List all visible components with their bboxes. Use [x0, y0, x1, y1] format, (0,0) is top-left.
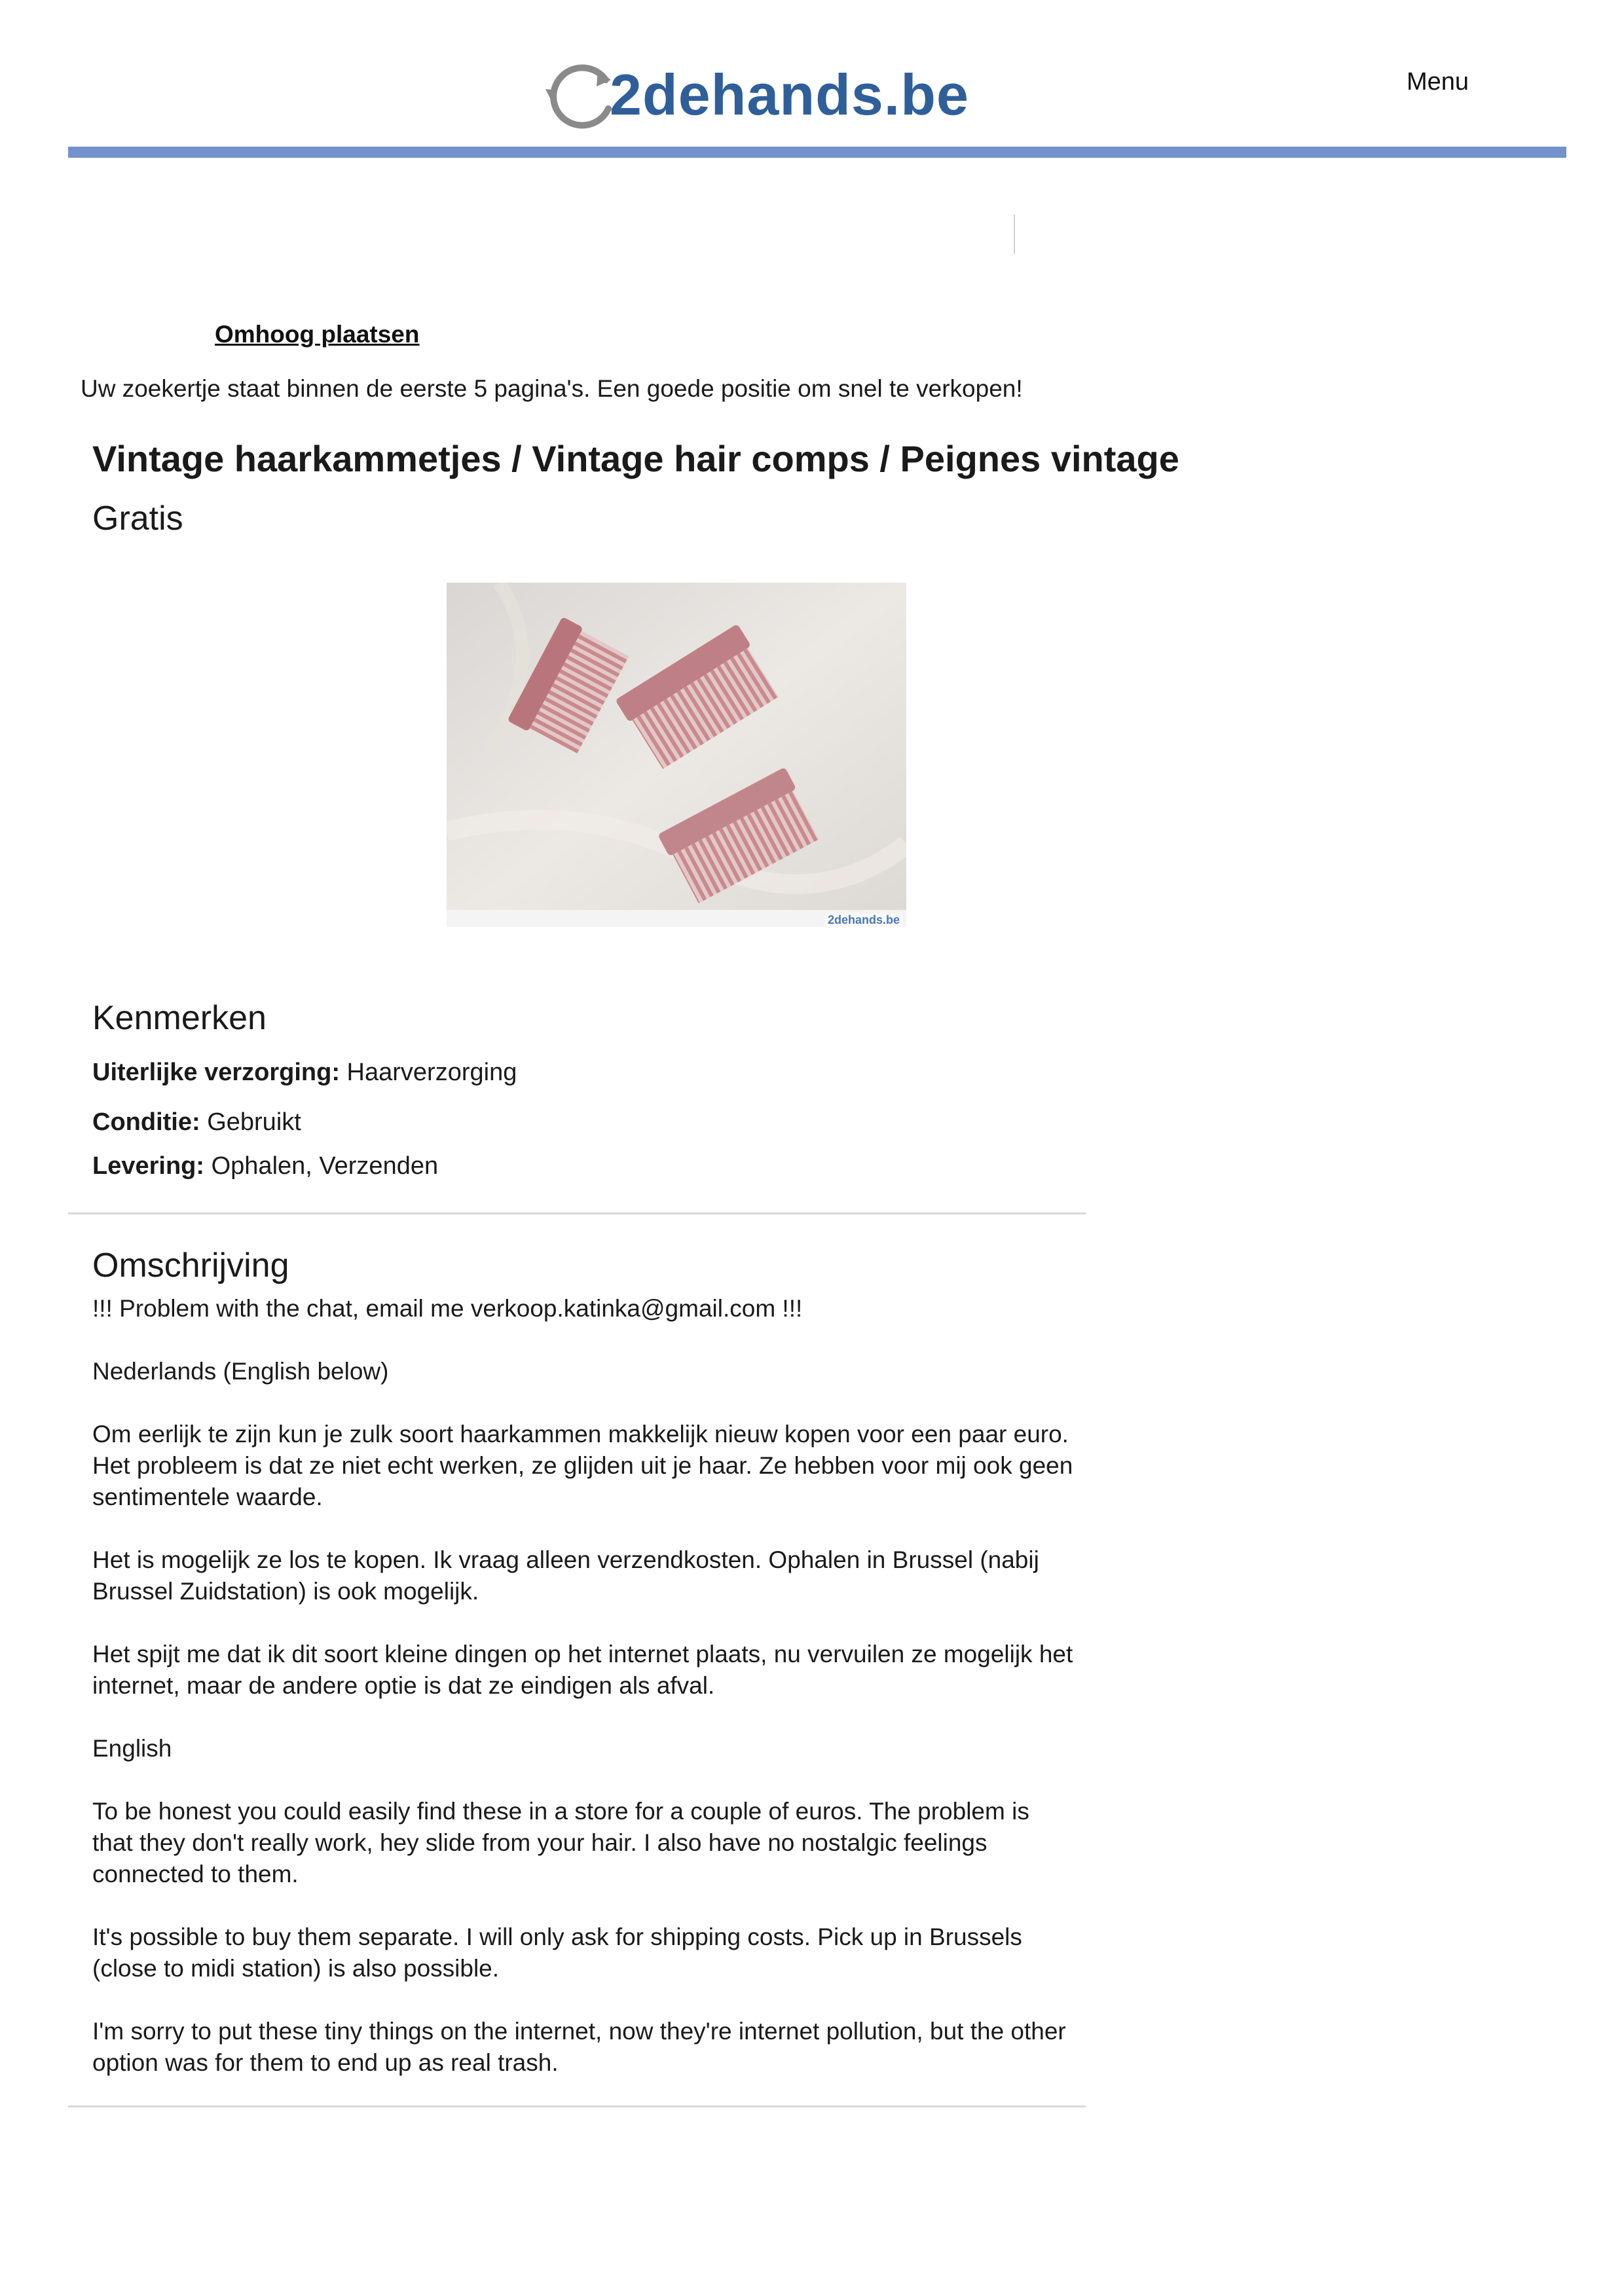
spec-value: Gebruikt — [207, 1108, 301, 1136]
description-body — [92, 1293, 1075, 2110]
divider-vertical — [1014, 215, 1015, 254]
section-divider-bottom — [68, 2105, 1086, 2107]
description-paragraph: It's possible to buy them separate. I will only ask for shipping costs. Pick up in Brussels (close to midi station) is also possible. — [92, 1923, 1022, 1982]
description-paragraph: To be honest you could easily find these in a store for a couple of euros. The problem is that they don't really work, hey slide from your hair. I also have no nostalgic feelings connected to them. — [92, 1798, 1029, 1887]
menu-button[interactable]: Menu — [1407, 68, 1469, 96]
site-header — [68, 0, 1566, 160]
specs-heading: Kenmerken — [92, 999, 267, 1037]
spec-row-delivery — [92, 1152, 438, 1180]
ad-position-message: Uw zoekertje staat binnen de eerste 5 pagina's. Een goede positie om snel te verkopen! — [81, 375, 1023, 402]
description-paragraph: !!! Problem with the chat, email me verkoop.katinka@gmail.com !!! — [92, 1295, 803, 1322]
description-heading: Omschrijving — [92, 1247, 289, 1285]
spec-value: Ophalen, Verzenden — [211, 1152, 439, 1180]
description-paragraph: Het spijt me dat ik dit soort kleine dingen op het internet plaats, nu vervuilen ze mogelijk het internet, maar de andere optie is dat ze eindigen als afval. — [92, 1641, 1073, 1699]
description-paragraph: Het is mogelijk ze los te kopen. Ik vraag alleen verzendkosten. Ophalen in Brussel (nabij Brussel Zuidstation) is ook mogelijk. — [92, 1546, 1039, 1605]
header-accent-bar — [68, 147, 1566, 158]
spec-row-care — [92, 1059, 517, 1087]
spec-label: Uiterlijke verzorging: — [92, 1059, 340, 1086]
description-paragraph: I'm sorry to put these tiny things on the internet, now they're internet pollution, but the other option was for them to end up as real trash. — [92, 2018, 1066, 2076]
spec-label: Levering: — [92, 1152, 205, 1180]
description-paragraph: Om eerlijk te zijn kun je zulk soort haarkammen makkelijk nieuw kopen voor een paar euro. Het probleem is dat ze niet echt werken, ze glijden uit je haar. Ze hebben voor mij ook geen sentimentele waarde. — [92, 1421, 1073, 1510]
spec-label: Conditie: — [92, 1108, 200, 1136]
ad-photo[interactable] — [447, 583, 906, 927]
ad-price: Gratis — [92, 500, 183, 538]
section-divider — [68, 1212, 1086, 1214]
logo-text: 2dehands.be — [610, 62, 969, 127]
spec-value: Haarverzorging — [346, 1059, 517, 1086]
description-paragraph: English — [92, 1735, 172, 1762]
site-logo[interactable] — [543, 60, 1001, 134]
bump-ad-link[interactable]: Omhoog plaatsen — [215, 321, 420, 348]
description-paragraph: Nederlands (English below) — [92, 1358, 389, 1385]
ad-title: Vintage haarkammetjes / Vintage hair comps / Peignes vintage — [92, 438, 1179, 479]
spec-row-condition — [92, 1108, 301, 1137]
hair-combs-photo — [447, 583, 906, 927]
photo-watermark: 2dehands.be — [825, 913, 902, 927]
